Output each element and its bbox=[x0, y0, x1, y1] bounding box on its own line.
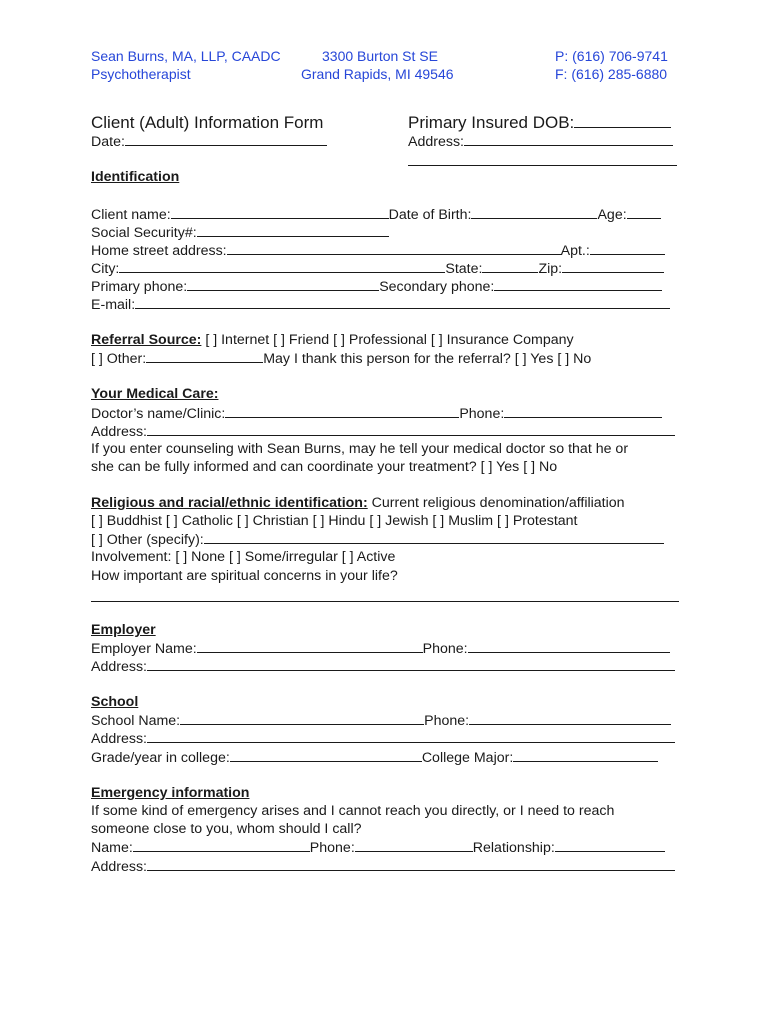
insured-dob-field[interactable] bbox=[574, 114, 671, 128]
major-field[interactable] bbox=[513, 748, 658, 762]
employer-address-row bbox=[91, 657, 675, 676]
major-label: College Major: bbox=[421, 750, 514, 766]
medical-consent-line-2[interactable]: she can be fully informed and can coordinate your treatment? [ ] Yes [ ] No bbox=[91, 459, 558, 475]
doctor-row bbox=[91, 404, 662, 423]
school-address-label: Address: bbox=[91, 731, 147, 747]
school-address-field[interactable] bbox=[147, 729, 675, 743]
religion-other-label[interactable]: [ ] Other (specify): bbox=[91, 532, 204, 548]
emergency-text-2: someone close to you, whom should I call? bbox=[91, 821, 362, 837]
dob-field[interactable] bbox=[471, 205, 597, 219]
apt-label: Apt.: bbox=[560, 243, 590, 259]
form-title: Client (Adult) Information Form bbox=[91, 113, 324, 132]
medical-consent-line-1: If you enter counseling with Sean Burns, may he tell your medical doctor so that he or bbox=[91, 441, 629, 457]
ssn-row bbox=[91, 223, 389, 242]
religion-other-field[interactable] bbox=[204, 530, 664, 544]
referral-thank[interactable]: May I thank this person for the referral? [ ] Yes [ ] No bbox=[263, 351, 592, 367]
religion-options[interactable]: [ ] Buddhist [ ] Catholic [ ] Christian [ ] Hindu [ ] Jewish [ ] Muslim [ ] Protestant bbox=[91, 513, 578, 529]
employer-address-field[interactable] bbox=[147, 657, 675, 671]
secondary-phone-field[interactable] bbox=[494, 277, 662, 291]
employer-address-label: Address: bbox=[91, 659, 147, 675]
religion-involvement[interactable]: Involvement: [ ] None [ ] Some/irregular [ ] Active bbox=[91, 549, 396, 565]
emergency-address-label: Address: bbox=[91, 859, 147, 875]
dob-label: Date of Birth: bbox=[388, 207, 472, 223]
religion-heading: Religious and racial/ethnic identification: bbox=[91, 495, 368, 511]
medical-heading: Your Medical Care: bbox=[91, 386, 219, 402]
email-label: E-mail: bbox=[91, 297, 136, 313]
doctor-field[interactable] bbox=[225, 404, 459, 418]
doctor-address-label: Address: bbox=[91, 424, 147, 440]
state-label: State: bbox=[445, 261, 483, 277]
emergency-text-1: If some kind of emergency arises and I cannot reach you directly, or I need to reach bbox=[91, 803, 615, 819]
practitioner-role: Psychotherapist bbox=[91, 66, 191, 82]
ssn-field[interactable] bbox=[197, 223, 389, 237]
city-field[interactable] bbox=[119, 259, 445, 273]
spiritual-question: How important are spiritual concerns in your life? bbox=[91, 568, 398, 584]
emergency-relationship-label: Relationship: bbox=[472, 840, 555, 856]
insured-address-field[interactable] bbox=[464, 132, 673, 146]
office-street: 3300 Burton St SE bbox=[322, 48, 438, 64]
date-label: Date: bbox=[91, 134, 125, 150]
employer-name-row bbox=[91, 639, 670, 658]
employer-phone-label: Phone: bbox=[422, 641, 468, 657]
identification-heading: Identification bbox=[91, 169, 180, 185]
emergency-name-label: Name: bbox=[91, 840, 133, 856]
insured-dob-row bbox=[408, 113, 671, 133]
school-name-field[interactable] bbox=[180, 711, 424, 725]
state-field[interactable] bbox=[482, 259, 538, 273]
employer-heading: Employer bbox=[91, 622, 156, 638]
employer-name-field[interactable] bbox=[197, 639, 423, 653]
email-row bbox=[91, 295, 670, 314]
employer-name-label: Employer Name: bbox=[91, 641, 197, 657]
school-phone-field[interactable] bbox=[469, 711, 671, 725]
emergency-contact-row bbox=[91, 838, 665, 857]
school-heading: School bbox=[91, 694, 139, 710]
school-name-row bbox=[91, 711, 671, 730]
emergency-address-row bbox=[91, 857, 675, 876]
office-fax: F: (616) 285-6880 bbox=[555, 66, 668, 82]
emergency-phone-field[interactable] bbox=[355, 838, 473, 852]
home-address-field[interactable] bbox=[227, 241, 561, 255]
religion-intro: Current religious denomination/affiliation bbox=[371, 495, 625, 511]
emergency-heading: Emergency information bbox=[91, 785, 250, 801]
doctor-phone-label: Phone: bbox=[459, 406, 505, 422]
apt-field[interactable] bbox=[590, 241, 665, 255]
referral-other-label[interactable]: [ ] Other: bbox=[91, 351, 147, 367]
practitioner-name: Sean Burns, MA, LLP, CAADC bbox=[91, 48, 281, 64]
emergency-address-field[interactable] bbox=[147, 857, 675, 871]
referral-heading: Referral Source: bbox=[91, 332, 202, 348]
employer-phone-field[interactable] bbox=[468, 639, 670, 653]
office-phone: P: (616) 706-9741 bbox=[555, 48, 668, 64]
insured-address-row bbox=[408, 132, 673, 151]
primary-phone-label: Primary phone: bbox=[91, 279, 188, 295]
grade-label: Grade/year in college: bbox=[91, 750, 230, 766]
insured-address-label: Address: bbox=[408, 134, 464, 150]
office-city: Grand Rapids, MI 49546 bbox=[301, 66, 454, 82]
referral-row bbox=[91, 331, 574, 349]
primary-phone-field[interactable] bbox=[187, 277, 379, 291]
date-row bbox=[91, 132, 327, 151]
insured-dob-label: Primary Insured DOB: bbox=[408, 113, 575, 132]
doctor-address-field[interactable] bbox=[147, 422, 675, 436]
date-field[interactable] bbox=[125, 132, 327, 146]
religion-other-row bbox=[91, 530, 664, 549]
city-row bbox=[91, 259, 664, 278]
secondary-phone-label: Secondary phone: bbox=[379, 279, 495, 295]
age-field[interactable] bbox=[627, 205, 661, 219]
email-field[interactable] bbox=[135, 295, 670, 309]
spiritual-answer-field[interactable] bbox=[91, 588, 679, 602]
insured-address-line-2[interactable] bbox=[408, 152, 677, 166]
grade-field[interactable] bbox=[230, 748, 422, 762]
zip-label: Zip: bbox=[538, 261, 563, 277]
emergency-phone-label: Phone: bbox=[309, 840, 355, 856]
doctor-address-row bbox=[91, 422, 675, 441]
referral-options[interactable]: [ ] Internet [ ] Friend [ ] Professional [ ] Insurance Company bbox=[205, 332, 574, 348]
referral-other-field[interactable] bbox=[146, 349, 263, 363]
school-phone-label: Phone: bbox=[424, 713, 470, 729]
city-label: City: bbox=[91, 261, 120, 277]
doctor-label: Doctor’s name/Clinic: bbox=[91, 406, 226, 422]
home-address-label: Home street address: bbox=[91, 243, 227, 259]
client-name-label: Client name: bbox=[91, 207, 171, 223]
school-grade-row bbox=[91, 748, 658, 767]
school-address-row bbox=[91, 729, 675, 748]
age-label: Age: bbox=[597, 207, 627, 223]
client-name-row bbox=[91, 205, 661, 224]
home-address-row bbox=[91, 241, 665, 260]
referral-other-row bbox=[91, 349, 591, 368]
emergency-name-field[interactable] bbox=[133, 838, 310, 852]
religion-row bbox=[91, 494, 625, 512]
ssn-label: Social Security#: bbox=[91, 225, 197, 241]
doctor-phone-field[interactable] bbox=[504, 404, 662, 418]
zip-field[interactable] bbox=[562, 259, 664, 273]
emergency-relationship-field[interactable] bbox=[555, 838, 665, 852]
client-name-field[interactable] bbox=[171, 205, 389, 219]
phone-row bbox=[91, 277, 662, 296]
school-name-label: School Name: bbox=[91, 713, 181, 729]
